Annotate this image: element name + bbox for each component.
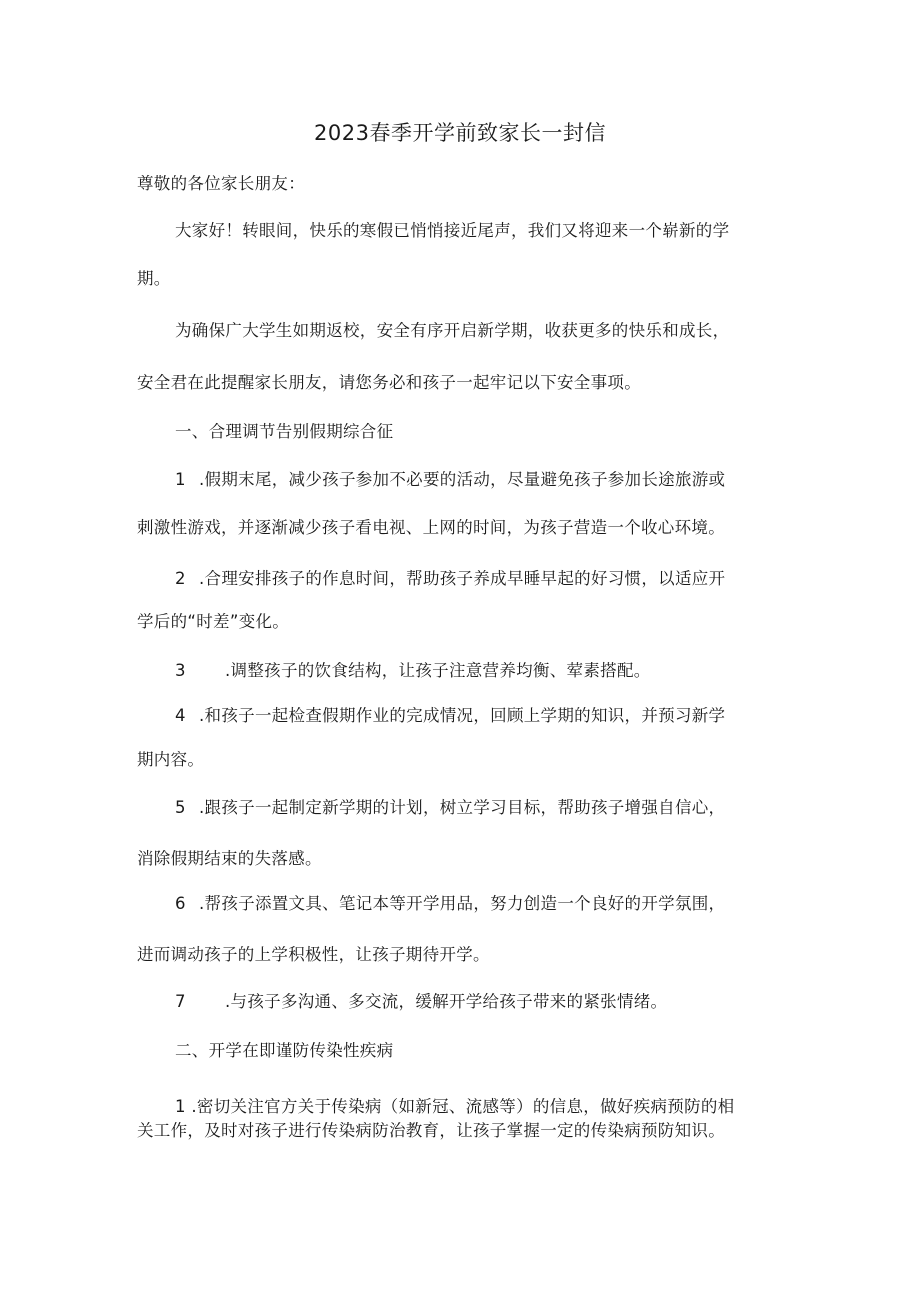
document-title: 2023春季开学前致家长一封信 <box>314 121 606 145</box>
item-3-text: .调整孩子的饮食结构，让孩子注意营养均衡、荤素搭配。 <box>225 661 651 680</box>
item-2-line-2: 学后的“时差”变化。 <box>137 612 290 631</box>
item-4-text: .和孩子一起检查假期作业的完成情况，回顾上学期的知识，并预习新学 <box>199 706 726 725</box>
item-6-text: .帮孩子添置文具、笔记本等开学用品，努力创造一个良好的开学氛围， <box>199 894 726 913</box>
item-4-number: 4 <box>175 706 186 725</box>
item-4-line-2: 期内容。 <box>137 750 205 769</box>
item-3-line-1 <box>175 657 651 681</box>
item-7-line-1 <box>175 988 667 1012</box>
item-1-number: 1 <box>175 470 186 489</box>
item-6-line-1 <box>175 890 725 914</box>
paragraph-1-line-2: 期。 <box>137 269 171 288</box>
item-6-line-2: 进而调动孩子的上学积极性，让孩子期待开学。 <box>137 945 490 964</box>
paragraph-2-line-1: 为确保广大学生如期返校，安全有序开启新学期，收获更多的快乐和成长， <box>175 321 730 340</box>
item-1-line-2: 刺激性游戏，并逐渐减少孩子看电视、上网的时间，为孩子营造一个收心环境。 <box>137 518 725 537</box>
item-2-line-1 <box>175 565 725 589</box>
item-2-number: 2 <box>175 569 186 588</box>
section-2-item-1-line-1: 1 .密切关注官方关于传染病（如新冠、流感等）的信息，做好疾病预防的相 <box>175 1097 735 1116</box>
item-5-line-2: 消除假期结束的失落感。 <box>137 849 322 868</box>
item-5-number: 5 <box>175 798 186 817</box>
paragraph-1-line-1: 大家好！转眼间，快乐的寒假已悄悄接近尾声，我们又将迎来一个崭新的学 <box>175 221 730 240</box>
paragraph-2-line-2: 安全君在此提醒家长朋友，请您务必和孩子一起牢记以下安全事项。 <box>137 373 641 392</box>
item-1-line-1 <box>175 466 725 490</box>
salutation: 尊敬的各位家长朋友： <box>137 174 305 193</box>
item-3-number: 3 <box>175 661 186 680</box>
item-2-text: .合理安排孩子的作息时间，帮助孩子养成早睡早起的好习惯，以适应开 <box>199 569 726 588</box>
item-5-text: .跟孩子一起制定新学期的计划，树立学习目标，帮助孩子增强自信心， <box>199 798 726 817</box>
item-4-line-1 <box>175 702 725 726</box>
section-2-heading: 二、开学在即谨防传染性疾病 <box>175 1041 394 1060</box>
item-1-text: .假期末尾，减少孩子参加不必要的活动，尽量避免孩子参加长途旅游或 <box>199 470 726 489</box>
item-7-number: 7 <box>175 992 186 1011</box>
section-2-item-1-line-2: 关工作，及时对孩子进行传染病防治教育，让孩子掌握一定的传染病预防知识。 <box>137 1121 725 1140</box>
section-1-heading: 一、合理调节告别假期综合征 <box>175 422 394 441</box>
item-5-line-1 <box>175 794 725 818</box>
item-7-text: .与孩子多沟通、多交流，缓解开学给孩子带来的紧张情绪。 <box>225 992 668 1011</box>
item-6-number: 6 <box>175 894 186 913</box>
